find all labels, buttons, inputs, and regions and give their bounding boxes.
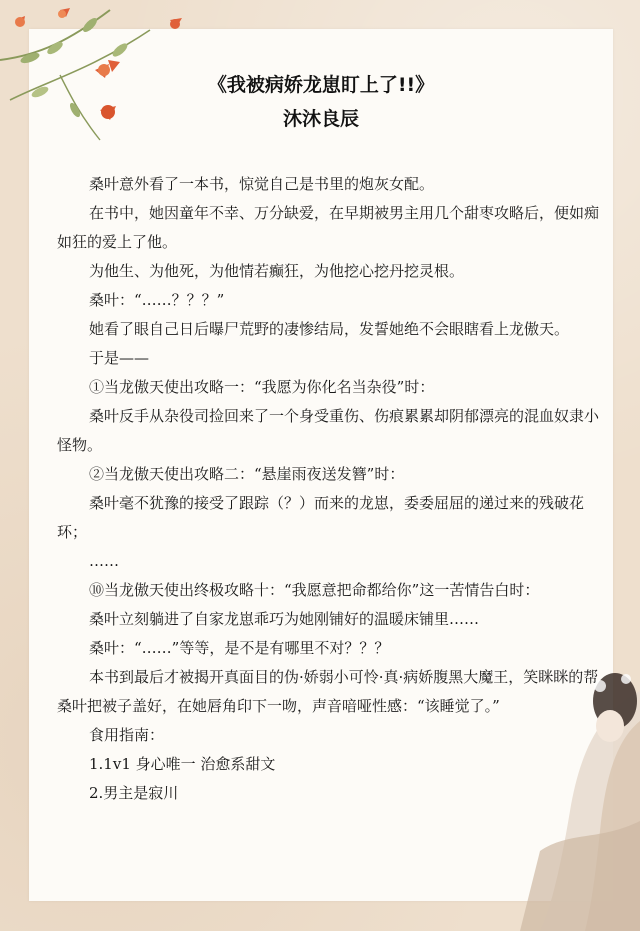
author-name: 沐沐良辰 xyxy=(282,108,359,130)
paragraph: 食用指南： xyxy=(89,726,165,744)
paragraph: 2.男主是寂川 xyxy=(89,784,179,802)
paragraph: 桑叶反手从杂役司捡回来了一个身受重伤、伤痕累累却阴郁漂亮的混血奴隶小怪物。 xyxy=(57,407,600,454)
paragraph: 于是—— xyxy=(89,349,150,367)
paragraph: 她看了眼自己日后曝尸荒野的凄惨结局，发誓她绝不会眼瞎看上龙傲天。 xyxy=(89,320,570,338)
paragraph: 桑叶意外看了一本书，惊觉自己是书里的炮灰女配。 xyxy=(89,175,435,193)
paragraph: 本书到最后才被揭开真面目的伪·娇弱小可怜·真·病娇腹黑大魔王，笑眯眯的帮桑叶把被子盖好，在她唇角印下一吻，声音喑哑性感：“该睡觉了。” xyxy=(57,668,599,715)
paragraph: ②当龙傲天使出攻略二：“悬崖雨夜送发簪”时： xyxy=(89,465,405,483)
synopsis-body xyxy=(57,170,601,808)
book-title: 《我被病娇龙崽盯上了!!》 xyxy=(207,74,435,96)
title-block xyxy=(29,72,613,132)
paragraph: 1.1v1 身心唯一 治愈系甜文 xyxy=(89,755,276,773)
paragraph: ⑩当龙傲天使出终极攻略十：“我愿意把命都给你”这一苦情告白时： xyxy=(89,581,540,599)
paragraph: ①当龙傲天使出攻略一：“我愿为你化名当杂役”时： xyxy=(89,378,435,396)
paragraph: 在书中，她因童年不幸、万分缺爱，在早期被男主用几个甜枣攻略后，便如痴如狂的爱上了他。 xyxy=(57,204,600,251)
paragraph: 桑叶立刻躺进了自家龙崽乖巧为她刚铺好的温暖床铺里…… xyxy=(89,610,480,628)
paragraph: 桑叶毫不犹豫的接受了跟踪（？）而来的龙崽，委委屈屈的递过来的残破花环； xyxy=(57,494,585,541)
paragraph: 桑叶：“……？？？” xyxy=(89,291,225,309)
paragraph: 桑叶：“……”等等，是不是有哪里不对？？？ xyxy=(89,639,390,657)
paragraph: …… xyxy=(89,552,119,570)
paragraph: 为他生、为他死，为他情若癫狂，为他挖心挖丹挖灵根。 xyxy=(89,262,465,280)
